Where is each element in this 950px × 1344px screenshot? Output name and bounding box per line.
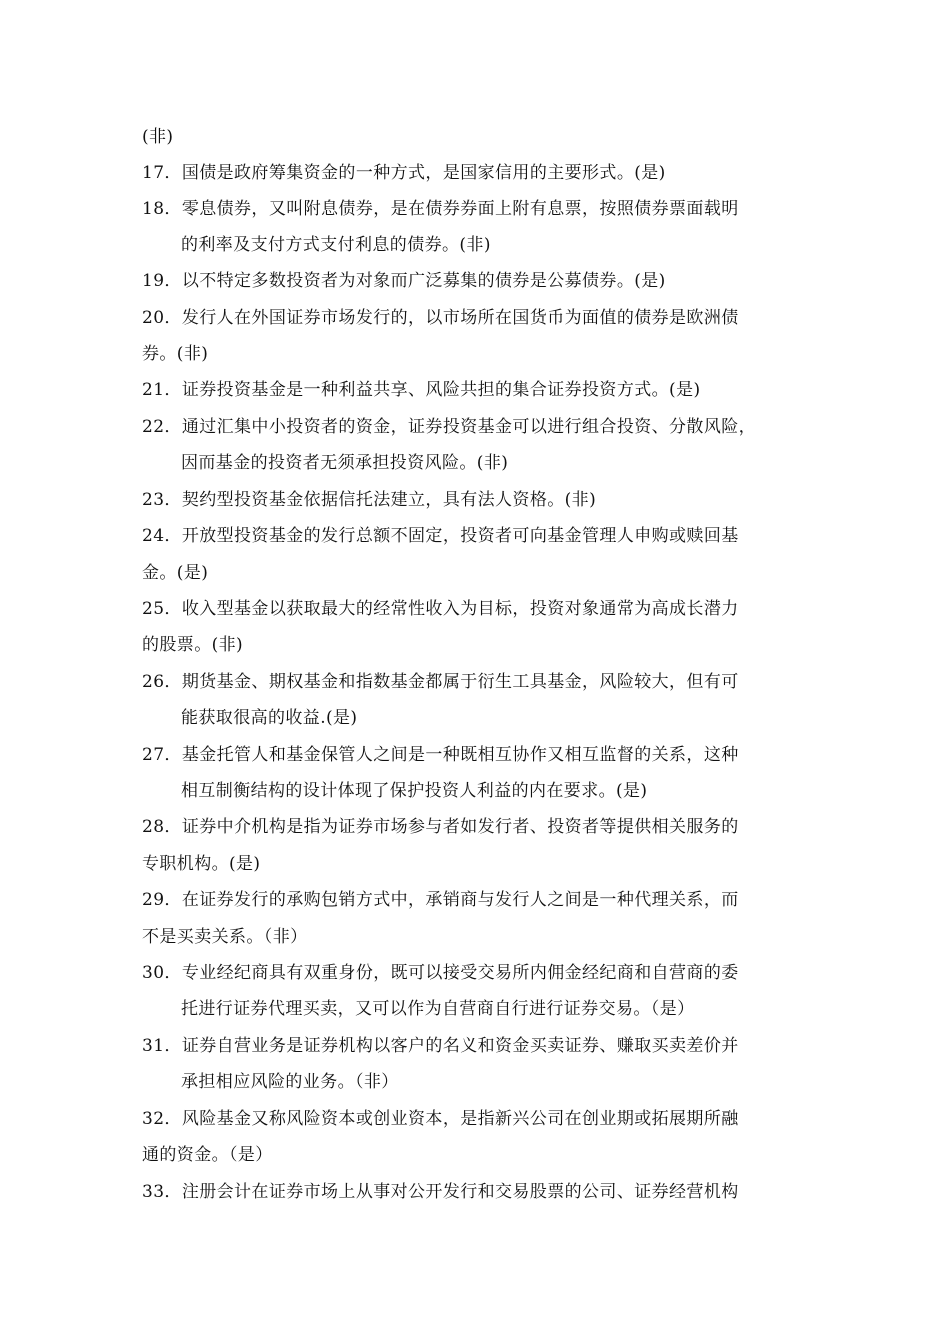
text-line: 33．注册会计在证券市场上从事对公开发行和交易股票的公司、证券经营机构 <box>142 1182 739 1202</box>
text-line: 29．在证券发行的承购包销方式中，承销商与发行人之间是一种代理关系，而 <box>142 890 739 910</box>
text-line: 通的资金。（是） <box>142 1145 273 1165</box>
text-line: 22．通过汇集中小投资者的资金，证券投资基金可以进行组合投资、分散风险， <box>142 417 757 437</box>
text-line: 因而基金的投资者无须承担投资风险。(非) <box>181 453 509 473</box>
text-line: 31．证券自营业务是证券机构以客户的名义和资金买卖证券、赚取买卖差价并 <box>142 1036 739 1056</box>
text-line: 32．风险基金又称风险资本或创业资本，是指新兴公司在创业期或拓展期所融 <box>142 1109 739 1129</box>
text-line: 承担相应风险的业务。（非） <box>181 1072 399 1092</box>
text-line: 27．基金托管人和基金保管人之间是一种既相互协作又相互监督的关系，这种 <box>142 745 739 765</box>
text-line: 不是买卖关系。（非） <box>142 927 308 947</box>
text-line: 28．证券中介机构是指为证券市场参与者如发行者、投资者等提供相关服务的 <box>142 817 739 837</box>
text-line: 24．开放型投资基金的发行总额不固定，投资者可向基金管理人申购或赎回基 <box>142 526 739 546</box>
text-line: 券。(非) <box>142 344 209 364</box>
text-line: 金。(是) <box>142 563 209 583</box>
text-line: 23．契约型投资基金依据信托法建立，具有法人资格。(非) <box>142 490 597 510</box>
text-line: 托进行证券代理买卖，又可以作为自营商自行进行证券交易。（是） <box>181 999 695 1019</box>
text-line: 能获取很高的收益.(是) <box>181 708 358 728</box>
text-line: 的利率及支付方式支付利息的债券。(非) <box>181 235 491 255</box>
text-line: 20．发行人在外国证券市场发行的，以市场所在国货币为面值的债券是欧洲债 <box>142 308 739 328</box>
text-line: 相互制衡结构的设计体现了保护投资人利益的内在要求。(是) <box>181 781 648 801</box>
text-line: 17．国债是政府筹集资金的一种方式，是国家信用的主要形式。(是) <box>142 163 666 183</box>
text-line: 19．以不特定多数投资者为对象而广泛募集的债券是公募债券。(是) <box>142 271 666 291</box>
text-line: 26．期货基金、期权基金和指数基金都属于衍生工具基金，风险较大，但有可 <box>142 672 739 692</box>
text-line: 25．收入型基金以获取最大的经常性收入为目标，投资对象通常为高成长潜力 <box>142 599 739 619</box>
text-line: 18．零息债券，又叫附息债券，是在债券券面上附有息票，按照债券票面载明 <box>142 199 739 219</box>
text-line: 专职机构。(是) <box>142 854 261 874</box>
text-line: 的股票。(非) <box>142 635 244 655</box>
text-line: 21．证券投资基金是一种利益共享、风险共担的集合证券投资方式。(是) <box>142 380 701 400</box>
text-line: 30．专业经纪商具有双重身份，既可以接受交易所内佣金经纪商和自营商的委 <box>142 963 739 983</box>
text-line: (非) <box>142 127 174 147</box>
